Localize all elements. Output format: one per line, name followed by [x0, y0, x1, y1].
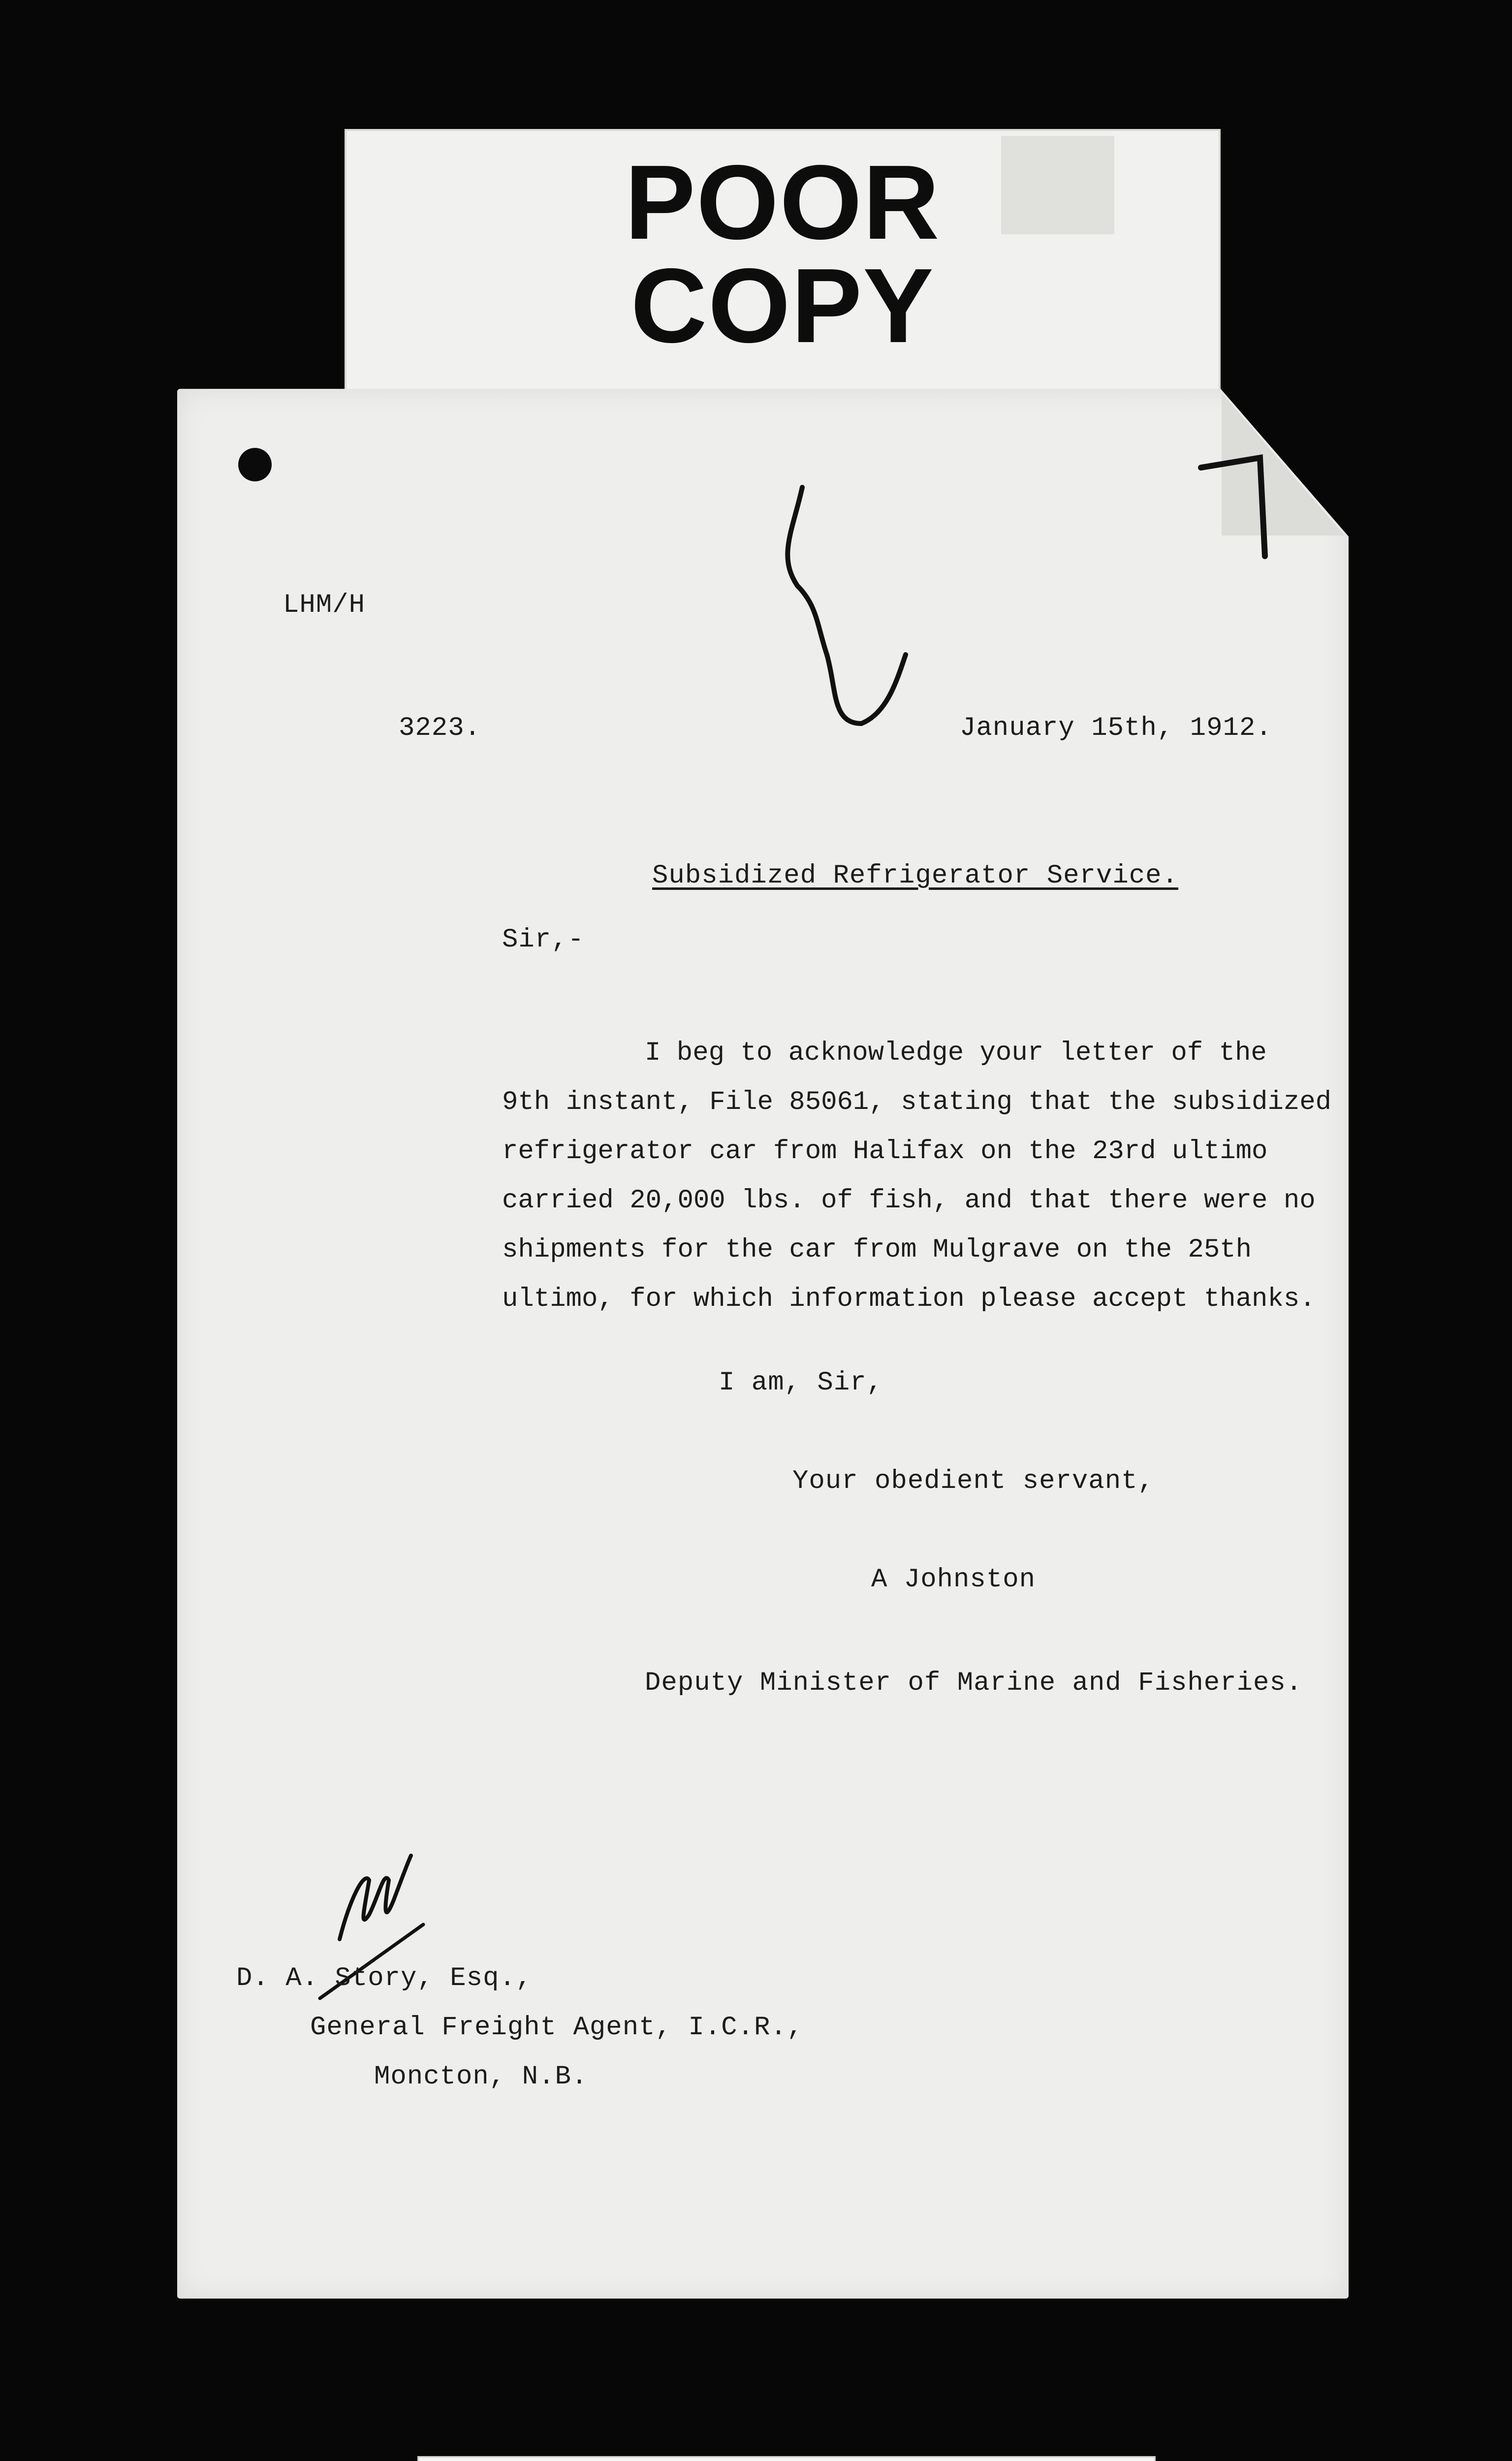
closing: I am, Sir, — [719, 1368, 883, 1398]
file-number: 3223. — [399, 713, 481, 743]
punch-hole — [238, 448, 272, 481]
body-line: refrigerator car from Halifax on the 23rd ultimo — [502, 1136, 1268, 1167]
handwritten-annotation-mark — [758, 477, 925, 753]
body-line: ultimo, for which information please accept thanks. — [502, 1284, 1316, 1314]
poor-copy-label — [345, 129, 1221, 395]
letter-body — [502, 1029, 1339, 1324]
addressee-location: Moncton, N.B. — [374, 2062, 588, 2092]
addressee-title: General Freight Agent, I.C.R., — [310, 2013, 804, 2043]
reference-initials: LHM/H — [283, 590, 366, 620]
file-label — [417, 2456, 1156, 2461]
body-line: I beg to acknowledge your letter of the — [645, 1038, 1267, 1068]
signature-name: A Johnston — [871, 1565, 1036, 1595]
signature-title: Deputy Minister of Marine and Fisheries. — [645, 1668, 1303, 1698]
complimentary-close: Your obedient servant, — [792, 1466, 1154, 1496]
addressee-name: D. A. Story, Esq., — [236, 1963, 533, 1993]
body-line: 9th instant, File 85061, stating that the subsidized — [502, 1087, 1332, 1117]
corner-handwritten-mark — [1191, 448, 1280, 576]
poor-copy-line-2: COPY — [630, 246, 935, 365]
body-line: shipments for the car from Mulgrave on the 25th — [502, 1235, 1252, 1265]
letter-subject: Subsidized Refrigerator Service. — [652, 861, 1178, 891]
body-line: carried 20,000 lbs. of fish, and that there were no — [502, 1186, 1316, 1216]
salutation: Sir,- — [502, 925, 585, 955]
letter-page — [177, 389, 1349, 2299]
letter-date: January 15th, 1912. — [960, 713, 1272, 743]
poor-copy-line-1: POOR — [625, 143, 941, 261]
